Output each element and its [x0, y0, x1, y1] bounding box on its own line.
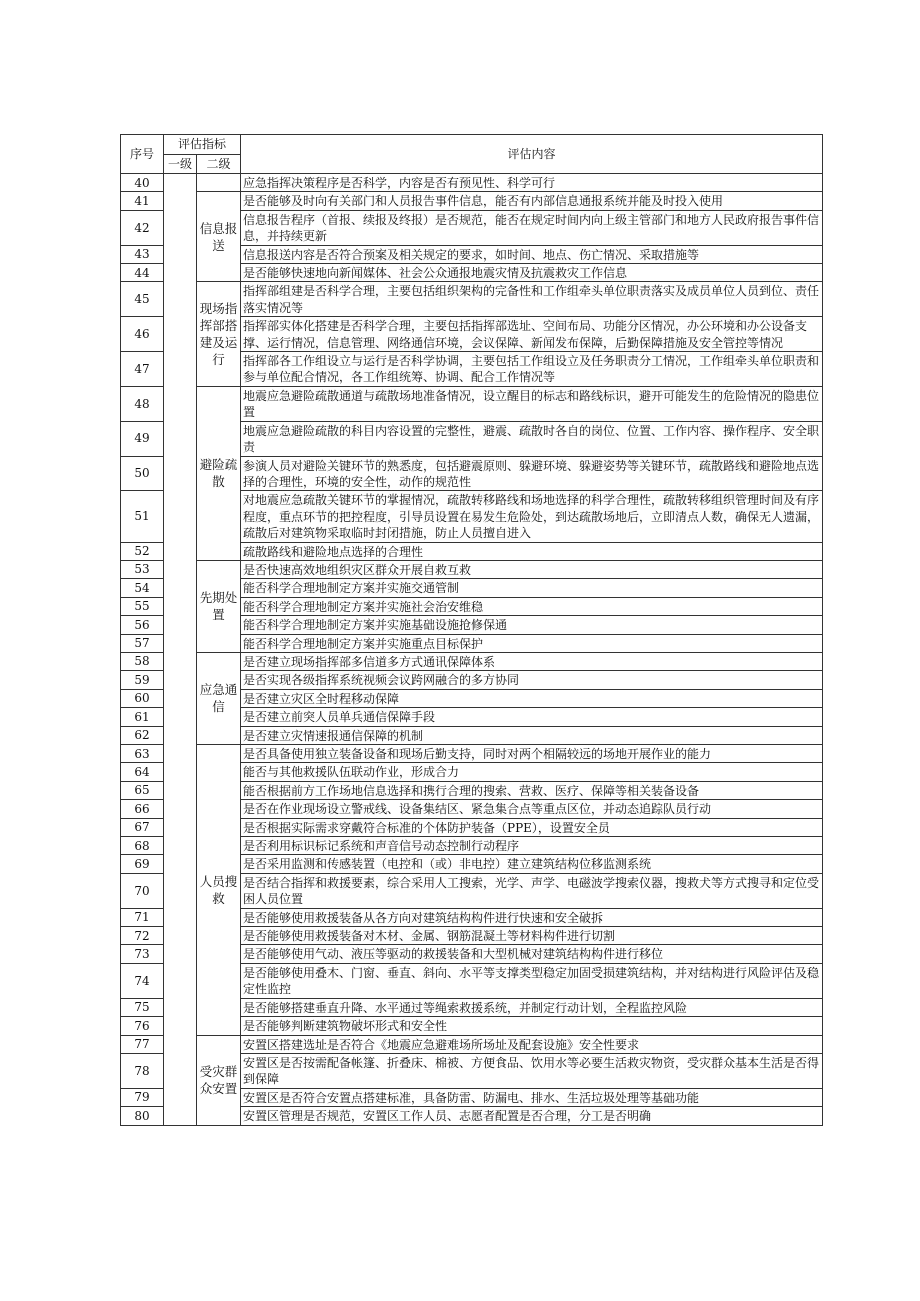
evaluation-content: 是否能够使用叠木、门窗、垂直、斜向、水平等支撑类型稳定加固受损建筑结构，并对结构进行风险评估及稳定性监控 — [241, 963, 823, 998]
row-number: 41 — [121, 192, 164, 210]
row-number: 40 — [121, 174, 164, 192]
header-content: 评估内容 — [241, 135, 823, 174]
evaluation-content: 指挥部组建是否科学合理，主要包括组织架构的完备性和工作组牵头单位职责落实及成员单位人员到位、责任落实情况等 — [241, 282, 823, 317]
evaluation-content: 是否能够及时向有关部门和人员报告事件信息，能否有内部信息通报系统并能及时投入使用 — [241, 192, 823, 210]
evaluation-content: 地震应急避险疏散的科目内容设置的完整性，避震、疏散时各自的岗位、位置、工作内容、操作程序、安全职责 — [241, 421, 823, 456]
row-number: 68 — [121, 837, 164, 855]
evaluation-content: 能否科学合理地制定方案并实施重点目标保护 — [241, 634, 823, 652]
evaluation-content: 是否结合指挥和救援要素，综合采用人工搜索，光学、声学、电磁波学搜索仪器，搜救犬等方式搜寻和定位受困人员位置 — [241, 873, 823, 908]
evaluation-content: 指挥部实体化搭建是否科学合理，主要包括指挥部选址、空间布局、功能分区情况，办公环境和办公设备支撑、运行情况，信息管理、网络通信环境，会议保障、新闻发布保障，后勤保障措施及安全管控等情况 — [241, 317, 823, 352]
evaluation-content: 地震应急避险疏散通道与疏散场地准备情况，设立醒目的标志和路线标识，避开可能发生的危险情况的隐患位置 — [241, 386, 823, 421]
evaluation-content: 信息报告程序（首报、续报及终报）是否规范，能否在规定时间内向上级主管部门和地方人民政府报告事件信息，并持续更新 — [241, 210, 823, 245]
row-number: 79 — [121, 1088, 164, 1106]
table-row — [121, 386, 823, 421]
row-number: 46 — [121, 317, 164, 352]
row-number: 80 — [121, 1107, 164, 1125]
evaluation-content: 能否科学合理地制定方案并实施基础设施抢修保通 — [241, 616, 823, 634]
table-row — [121, 652, 823, 670]
level2-category — [197, 174, 241, 192]
row-number: 72 — [121, 927, 164, 945]
evaluation-content: 是否快速高效地组织灾区群众开展自救互救 — [241, 560, 823, 578]
row-number: 59 — [121, 671, 164, 689]
level2-category: 先期处置 — [197, 560, 241, 652]
level2-category: 应急通信 — [197, 652, 241, 744]
table-row — [121, 192, 823, 210]
row-number: 58 — [121, 652, 164, 670]
evaluation-content: 是否能够判断建筑物破坏形式和安全性 — [241, 1017, 823, 1035]
evaluation-table — [120, 134, 823, 1126]
table-row — [121, 174, 823, 192]
evaluation-content: 是否建立灾情速报通信保障的机制 — [241, 726, 823, 744]
row-number: 71 — [121, 908, 164, 926]
row-number: 54 — [121, 579, 164, 597]
row-number: 69 — [121, 855, 164, 873]
evaluation-content: 是否实现各级指挥系统视频会议跨网融合的多方协同 — [241, 671, 823, 689]
level1-cell — [164, 174, 197, 1126]
evaluation-content: 是否能够使用气动、液压等驱动的救援装备和大型机械对建筑结构构件进行移位 — [241, 945, 823, 963]
header-level1: 一级 — [164, 155, 197, 174]
evaluation-content: 对地震应急疏散关键环节的掌握情况，疏散转移路线和场地选择的科学合理性，疏散转移组织管理时间及有序程度，重点环节的把控程度，引导员设置在易发生危险处，到达疏散场地后，立即清点人数，确保无人遗漏，疏散后对建筑物采取临时封闭措施，防止人员擅自进入 — [241, 491, 823, 542]
row-number: 65 — [121, 781, 164, 799]
evaluation-content: 是否采用监测和传感装置（电控和（或）非电控）建立建筑结构位移监测系统 — [241, 855, 823, 873]
row-number: 51 — [121, 491, 164, 542]
header-level2: 二级 — [197, 155, 241, 174]
row-number: 70 — [121, 873, 164, 908]
table-row — [121, 560, 823, 578]
row-number: 47 — [121, 352, 164, 387]
row-number: 45 — [121, 282, 164, 317]
row-number: 74 — [121, 963, 164, 998]
row-number: 75 — [121, 998, 164, 1016]
table-body — [121, 174, 823, 1126]
level2-category: 受灾群众安置 — [197, 1035, 241, 1125]
level2-category: 信息报送 — [197, 192, 241, 282]
row-number: 66 — [121, 800, 164, 818]
evaluation-content: 参演人员对避险关键环节的熟悉度，包括避震原则、躲避环境、躲避姿势等关键环节，疏散路线和避险地点选择的合理性，环境的安全性，动作的规范性 — [241, 456, 823, 491]
evaluation-content: 是否能够快速地向新闻媒体、社会公众通报地震灾情及抗震救灾工作信息 — [241, 264, 823, 282]
evaluation-content: 是否具备使用独立装备设备和现场后勤支持，同时对两个相隔较远的场地开展作业的能力 — [241, 745, 823, 763]
table-row — [121, 282, 823, 317]
row-number: 76 — [121, 1017, 164, 1035]
header-indicator: 评估指标 — [164, 135, 241, 155]
evaluation-content: 安置区是否符合安置点搭建标准，具备防雷、防漏电、排水、生活垃圾处理等基础功能 — [241, 1088, 823, 1106]
level2-category: 现场指挥部搭建及运行 — [197, 282, 241, 386]
row-number: 57 — [121, 634, 164, 652]
evaluation-content: 是否建立前突人员单兵通信保障手段 — [241, 708, 823, 726]
evaluation-content: 是否能够搭建垂直升降、水平通过等绳索救援系统，并制定行动计划，全程监控风险 — [241, 998, 823, 1016]
header-seq: 序号 — [121, 135, 164, 174]
row-number: 44 — [121, 264, 164, 282]
row-number: 52 — [121, 542, 164, 560]
evaluation-content: 应急指挥决策程序是否科学，内容是否有预见性、科学可行 — [241, 174, 823, 192]
evaluation-content: 是否利用标识标记系统和声音信号动态控制行动程序 — [241, 837, 823, 855]
evaluation-content: 安置区管理是否规范，安置区工作人员、志愿者配置是否合理，分工是否明确 — [241, 1107, 823, 1125]
evaluation-content: 指挥部各工作组设立与运行是否科学协调，主要包括工作组设立及任务职责分工情况，工作组牵头单位职责和参与单位配合情况，各工作组统筹、协调、配合工作情况等 — [241, 352, 823, 387]
table-row — [121, 1035, 823, 1053]
row-number: 67 — [121, 818, 164, 836]
evaluation-content: 能否与其他救援队伍联动作业，形成合力 — [241, 763, 823, 781]
evaluation-content: 是否建立灾区全时程移动保障 — [241, 689, 823, 707]
level2-category: 人员搜救 — [197, 745, 241, 1036]
row-number: 42 — [121, 210, 164, 245]
evaluation-content: 是否根据实际需求穿戴符合标准的个体防护装备（PPE），设置安全员 — [241, 818, 823, 836]
evaluation-content: 信息报送内容是否符合预案及相关规定的要求，如时间、地点、伤亡情况、采取措施等 — [241, 245, 823, 263]
row-number: 73 — [121, 945, 164, 963]
row-number: 62 — [121, 726, 164, 744]
evaluation-content: 安置区是否按需配备帐篷、折叠床、棉被、方便食品、饮用水等必要生活救灾物资，受灾群众基本生活是否得到保障 — [241, 1053, 823, 1088]
row-number: 63 — [121, 745, 164, 763]
evaluation-content: 能否科学合理地制定方案并实施社会治安维稳 — [241, 597, 823, 615]
evaluation-content: 是否建立现场指挥部多信道多方式通讯保障体系 — [241, 652, 823, 670]
row-number: 48 — [121, 386, 164, 421]
row-number: 60 — [121, 689, 164, 707]
row-number: 78 — [121, 1053, 164, 1088]
evaluation-content: 能否根据前方工作场地信息选择和携行合理的搜索、营救、医疗、保障等相关装备设备 — [241, 781, 823, 799]
row-number: 53 — [121, 560, 164, 578]
evaluation-content: 能否科学合理地制定方案并实施交通管制 — [241, 579, 823, 597]
row-number: 61 — [121, 708, 164, 726]
evaluation-content: 是否能够使用救援装备从各方向对建筑结构构件进行快速和安全破拆 — [241, 908, 823, 926]
row-number: 49 — [121, 421, 164, 456]
evaluation-content: 疏散路线和避险地点选择的合理性 — [241, 542, 823, 560]
row-number: 55 — [121, 597, 164, 615]
evaluation-content: 是否在作业现场设立警戒线、设备集结区、紧急集合点等重点区位，并动态追踪队员行动 — [241, 800, 823, 818]
row-number: 50 — [121, 456, 164, 491]
table-row — [121, 745, 823, 763]
row-number: 77 — [121, 1035, 164, 1053]
row-number: 64 — [121, 763, 164, 781]
evaluation-content: 安置区搭建选址是否符合《地震应急避难场所场址及配套设施》安全性要求 — [241, 1035, 823, 1053]
row-number: 43 — [121, 245, 164, 263]
row-number: 56 — [121, 616, 164, 634]
evaluation-content: 是否能够使用救援装备对木材、金属、钢筋混凝土等材料构件进行切割 — [241, 927, 823, 945]
level2-category: 避险疏散 — [197, 386, 241, 560]
